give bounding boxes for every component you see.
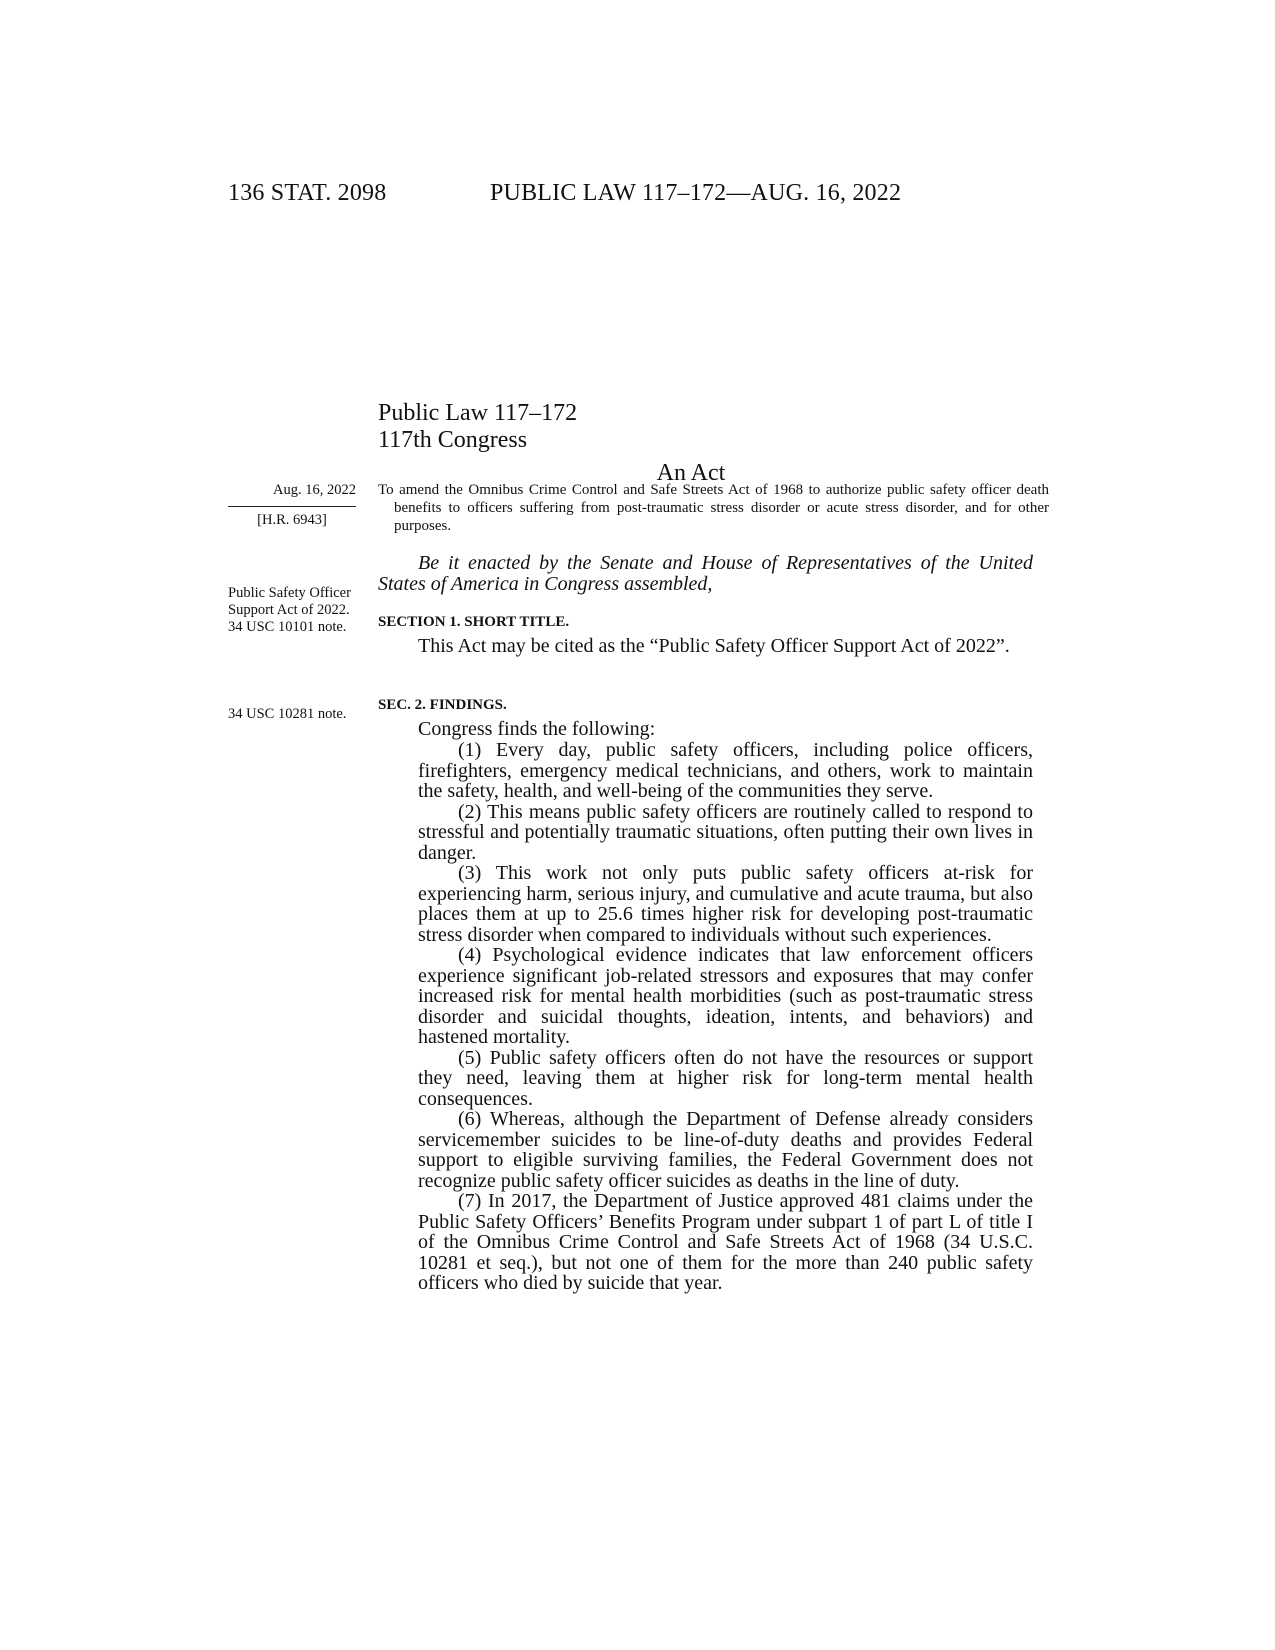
section-1-text: This Act may be cited as the “Public Safety Officer Support Act of 2022”. [418, 635, 1010, 657]
finding-item: (5) Public safety officers often do not have the resources or support they need, leaving them at higher risk for long-term mental health consequences. [418, 1046, 1033, 1110]
finding-item: (4) Psychological evidence indicates that law enforcement officers experience significant job-related stressors and exposures that may confer increased risk for mental health morbidities (such as post-traumatic stress disorder and suicidal thoughts, ideation, intents, and behaviors) and hastened mortality. [418, 944, 1033, 1048]
margin-note-findings-citation: 34 USC 10281 note. [228, 706, 347, 722]
enacting-clause: Be it enacted by the Senate and House of Representatives of the United States of America in Congress assembled, [378, 552, 1033, 595]
findings-intro: Congress finds the following: [418, 718, 656, 740]
public-law-number: Public Law 117–172 [378, 400, 578, 426]
finding-item: (6) Whereas, although the Department of Defense already considers servicemember suicides to be line-of-duty deaths and provides Federal support to eligible surviving families, the Federal Government does not recognize public safety officer suicides as deaths in the line of duty. [418, 1108, 1033, 1192]
finding-item: (2) This means public safety officers are routinely called to respond to stressful and potentially traumatic situations, often putting their own lives in danger. [418, 800, 1033, 864]
congress-number: 117th Congress [378, 427, 528, 453]
section-1-heading: SECTION 1. SHORT TITLE. [378, 614, 570, 630]
finding-item: (3) This work not only puts public safety officers at-risk for experiencing harm, serious injury, and cumulative and acute trauma, but also places them at up to 25.6 times higher risk for developing post-traumatic stress disorder when compared to individuals without such experiences. [418, 862, 1033, 946]
section-2-heading: SEC. 2. FINDINGS. [378, 697, 507, 713]
margin-note-short-title-text: Public Safety Officer Support Act of 2022. [228, 585, 351, 618]
page-header-stat-citation: 136 STAT. 2098 [228, 180, 387, 206]
finding-item: (7) In 2017, the Department of Justice approved 481 claims under the Public Safety Officers’ Benefits Program under subpart 1 of part L of title I of the Omnibus Crime Control and Safe Streets Act of 1968 (34 U.S.C. 10281 et seq.), but not one of them for the more than 240 public safety officers who died by suicide that year. [418, 1190, 1033, 1294]
margin-note-date: Aug. 16, 2022 [273, 482, 356, 498]
findings-list [418, 740, 1033, 1294]
act-purpose: To amend the Omnibus Crime Control and Safe Streets Act of 1968 to authorize public safety officer death benefits to officers suffering from post-traumatic stress disorder or acute stress disorder, and for other purposes. [378, 482, 1049, 534]
margin-note-divider [228, 506, 356, 507]
margin-note-bill-number: [H.R. 6943] [257, 512, 327, 528]
page-header-law-date: PUBLIC LAW 117–172—AUG. 16, 2022 [490, 180, 902, 206]
margin-note-short-title [228, 585, 358, 636]
margin-note-short-title-citation: 34 USC 10101 note. [228, 619, 347, 635]
act-heading: An Act [656, 460, 726, 486]
finding-item: (1) Every day, public safety officers, including police officers, firefighters, emergency medical technicians, and others, work to maintain the safety, health, and well-being of the communities they serve. [418, 739, 1033, 802]
